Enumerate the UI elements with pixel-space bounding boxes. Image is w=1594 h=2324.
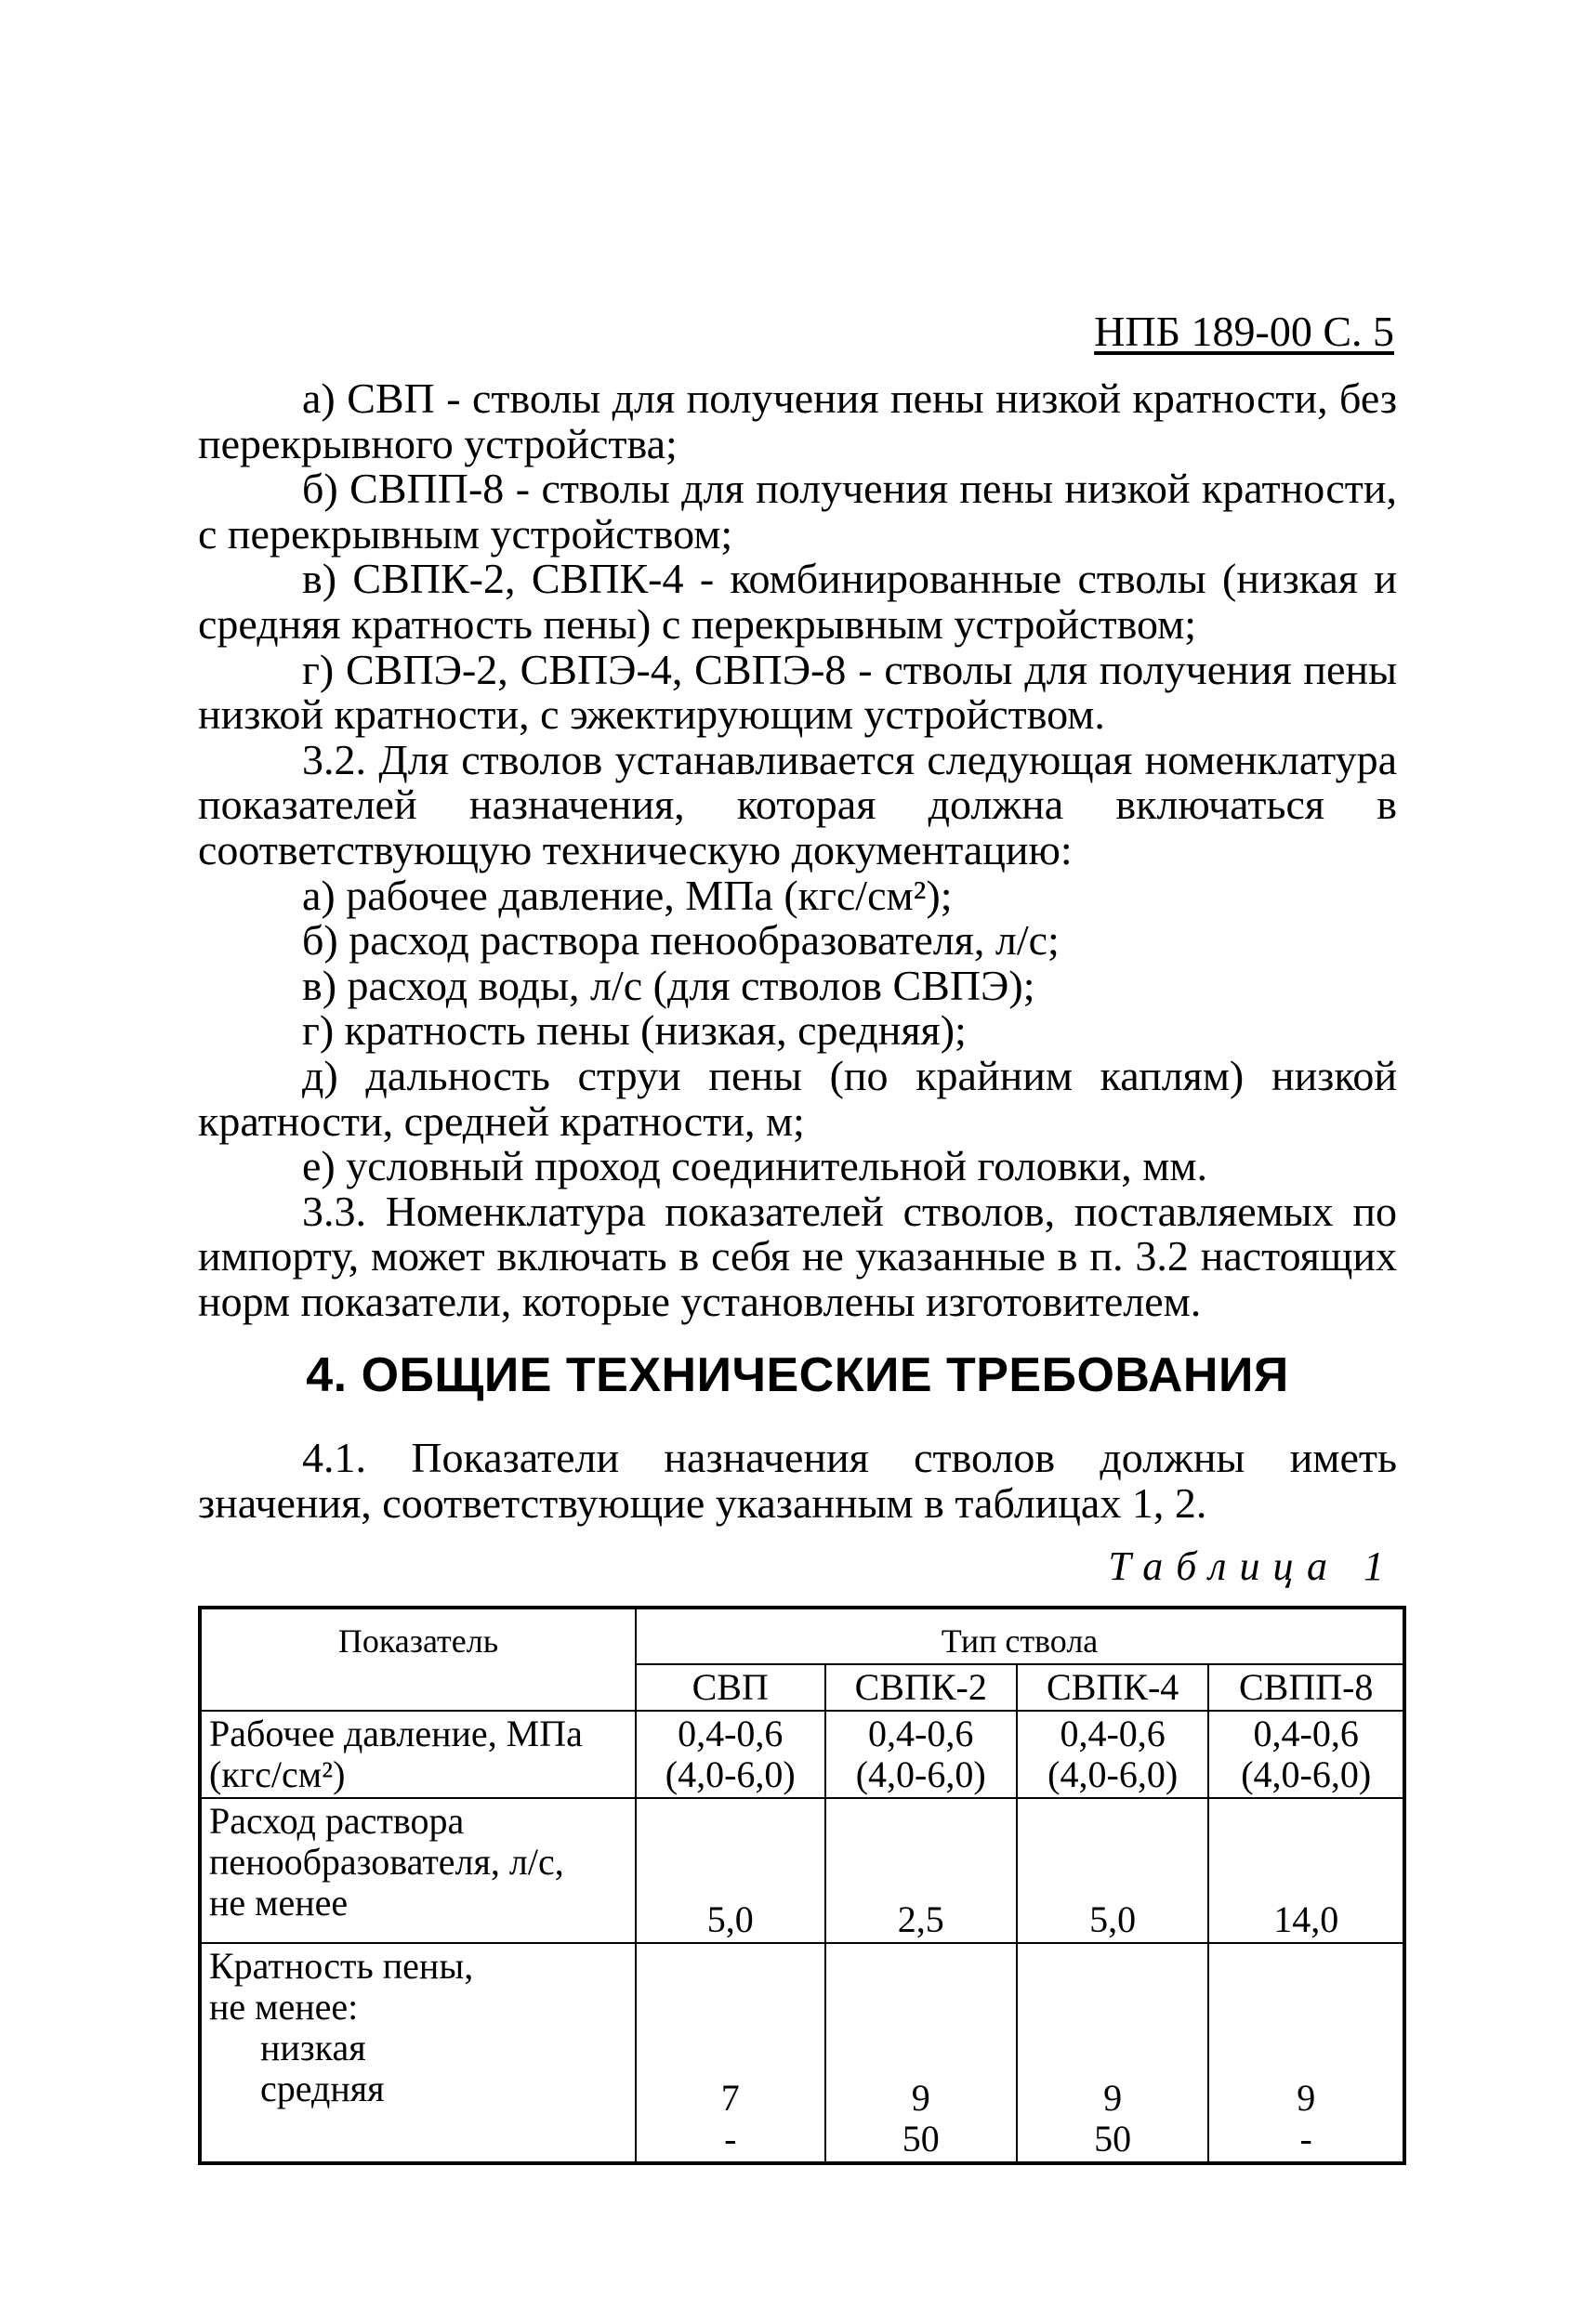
paragraph: в) СВПК-2, СВПК-4 - комбинированные стволы (низкая и средняя кратность пены) с перекрывным устройством; (198, 555, 1397, 648)
section-title: 4. ОБЩИЕ ТЕХНИЧЕСКИЕ ТРЕБОВАНИЯ (306, 1348, 1289, 1402)
column-header: СВП (636, 1664, 825, 1711)
table-cell: 9 50 (825, 1943, 1017, 2163)
paragraph: е) условный проход соединительной головки, мм. (302, 1142, 1207, 1190)
table-cell: 0,4-0,6 (4,0-6,0) (1017, 1711, 1208, 1798)
paragraph: б) СВПП-8 - стволы для получения пены низкой кратности, с перекрывным устройством; (198, 465, 1397, 558)
header-group: Тип ствола (636, 1608, 1404, 1664)
paragraph: г) СВПЭ-2, СВПЭ-4, СВПЭ-8 - стволы для получения пены низкой кратности, с эжектирующим устройством. (198, 645, 1397, 739)
column-header: СВПК-4 (1017, 1664, 1208, 1711)
table-cell: 0,4-0,6 (4,0-6,0) (1208, 1711, 1404, 1798)
table-cell: 5,0 (1017, 1798, 1208, 1943)
paragraph: в) расход воды, л/с (для стволов СВПЭ); (302, 961, 1035, 1009)
table-cell: 14,0 (1208, 1798, 1404, 1943)
page-header: НПБ 189-00 С. 5 (1094, 308, 1394, 355)
paragraph: 4.1. Показатели назначения стволов должны иметь значения, соответствующие указанным в таблицах 1, 2. (198, 1434, 1397, 1527)
table-row (200, 1943, 1404, 2163)
paragraph: д) дальность струи пены (по крайним каплям) низкой кратности, средней кратности, м; (198, 1051, 1397, 1145)
header-label: Показатель (200, 1608, 636, 1711)
table-cell: 0,4-0,6 (4,0-6,0) (825, 1711, 1017, 1798)
table-cell: 7 - (636, 1943, 825, 2163)
table-cell: 5,0 (636, 1798, 825, 1943)
paragraph: б) расход раствора пенообразователя, л/с; (302, 916, 1060, 965)
row-label: Рабочее давление, МПа (кгс/см²) (200, 1711, 636, 1798)
table-cell: 2,5 (825, 1798, 1017, 1943)
table-header-row (200, 1608, 1404, 1664)
paragraph: г) кратность пены (низкая, средняя); (302, 1006, 967, 1055)
table-row (200, 1798, 1404, 1943)
table-cell: 9 - (1208, 1943, 1404, 2163)
section-text (198, 1436, 1397, 1526)
paragraph: а) СВП - стволы для получения пены низкой кратности, без перекрывного устройства; (198, 374, 1397, 467)
table-cell: 0,4-0,6 (4,0-6,0) (636, 1711, 825, 1798)
paragraph: а) рабочее давление, МПа (кгс/см²); (302, 871, 953, 919)
column-header: СВПП-8 (1208, 1664, 1404, 1711)
paragraph: 3.3. Номенклатура показателей стволов, поставляемых по импорту, может включать в себя не указанные в п. 3.2 настоящих норм показатели, которые установлены изготовителем. (198, 1187, 1397, 1325)
table-cell: 9 50 (1017, 1943, 1208, 2163)
table-row (200, 1711, 1404, 1798)
data-table (198, 1606, 1406, 2165)
body-text (198, 376, 1397, 1324)
table-caption: Таблица 1 (1108, 1543, 1397, 1589)
paragraph: 3.2. Для стволов устанавливается следующая номенклатура показателей назначения, которая должна включаться в соответствующую техническую документацию: (198, 735, 1397, 873)
row-label: Расход раствора пенообразователя, л/с, не менее (200, 1798, 636, 1943)
column-header: СВПК-2 (825, 1664, 1017, 1711)
row-label: Кратность пены, не менее: низкая средняя (200, 1943, 636, 2163)
